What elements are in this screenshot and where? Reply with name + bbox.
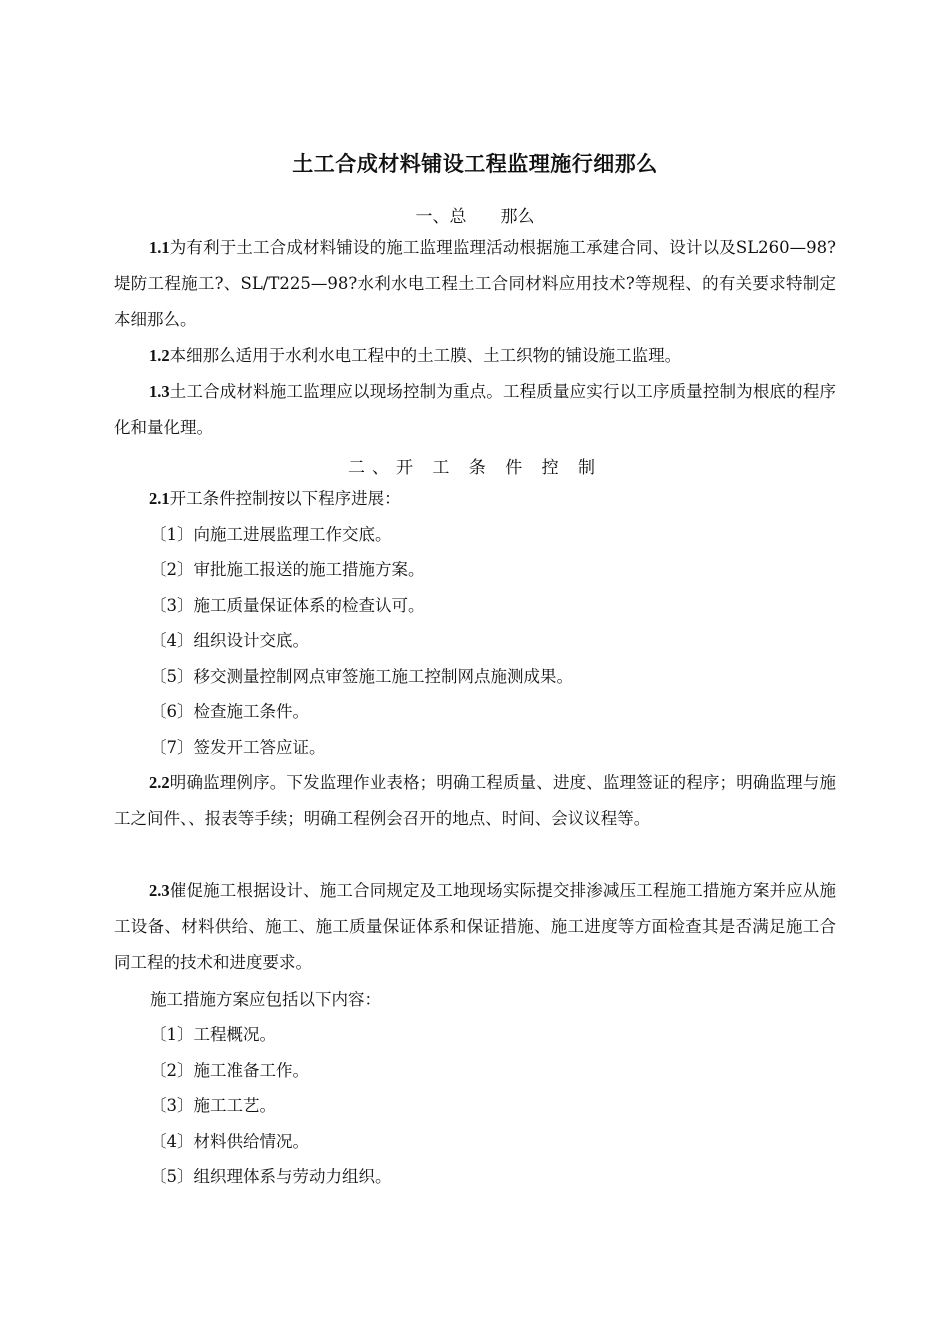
clause-number: 2.3 — [149, 881, 170, 900]
clause-text: 土工合成材料施工监理应以现场控制为重点。工程质量应实行以工序质量控制为根底的程序化和量化理。 — [114, 382, 836, 437]
clause-number: 1.2 — [149, 346, 170, 365]
paragraph-2-3 — [114, 873, 836, 981]
list-item: 〔2〕审批施工报送的施工措施方案。 — [150, 560, 425, 579]
clause-number: 1.1 — [149, 238, 170, 257]
plan-intro: 施工措施方案应包括以下内容： — [150, 990, 381, 1009]
list-item: 〔1〕工程概况。 — [150, 1025, 276, 1044]
clause-text: 本细那么适用于水利水电工程中的土工膜、土工织物的铺设施工监理。 — [169, 346, 682, 365]
paragraph-1-3 — [114, 374, 836, 446]
document-title: 土工合成材料铺设工程监理施行细那么 — [292, 152, 658, 176]
clause-number: 1.3 — [149, 382, 170, 401]
list-item: 〔1〕向施工进展监理工作交底。 — [150, 525, 392, 544]
list-item: 〔3〕施工工艺。 — [150, 1096, 276, 1115]
clause-number: 2.1 — [149, 489, 170, 508]
paragraph-2-1 — [114, 481, 836, 517]
list-item: 〔6〕检查施工条件。 — [150, 702, 309, 721]
clause-text: 催促施工根据设计、施工合同规定及工地现场实际提交排渗减压工程施工措施方案并应从施工设备、材料供给、施工、施工质量保证体系和保证措施、施工进度等方面检查其是否满足施工合同工程的技术和进度要求。 — [114, 881, 836, 972]
list-item: 〔5〕组织理体系与劳动力组织。 — [150, 1167, 392, 1186]
paragraph-1-1 — [114, 230, 836, 338]
list-item: 〔4〕组织设计交底。 — [150, 631, 309, 650]
clause-text: 明确监理例序。下发监理作业表格；明确工程质量、进度、监理签证的程序；明确监理与施工之间件、、报表等手续；明确工程例会召开的地点、时间、会议议程等。 — [114, 773, 836, 828]
list-item: 〔2〕施工准备工作。 — [150, 1061, 309, 1080]
list-item: 〔5〕移交测量控制网点审签施工施工控制网点施测成果。 — [150, 667, 573, 686]
section-heading-start-conditions: 二、开 工 条 件 控 制 — [347, 458, 603, 478]
section-heading-general: 一、总 那么 — [415, 207, 535, 227]
clause-text: 开工条件控制按以下程序进展： — [169, 489, 401, 508]
clause-number: 2.2 — [149, 773, 170, 792]
list-item: 〔4〕材料供给情况。 — [150, 1132, 309, 1151]
paragraph-2-2 — [114, 765, 836, 837]
paragraph-1-2 — [114, 338, 836, 374]
clause-text: 为有利于土工合成材料铺设的施工监理监理活动根据施工承建合同、设计以及SL260—98?堤防工程施工?、SL/T225—98?水利水电工程土工合同材料应用技术?等规程、的有关要求特制定本细那么。 — [114, 238, 836, 329]
list-item: 〔3〕施工质量保证体系的检查认可。 — [150, 596, 425, 615]
list-item: 〔7〕签发开工答应证。 — [150, 738, 326, 757]
